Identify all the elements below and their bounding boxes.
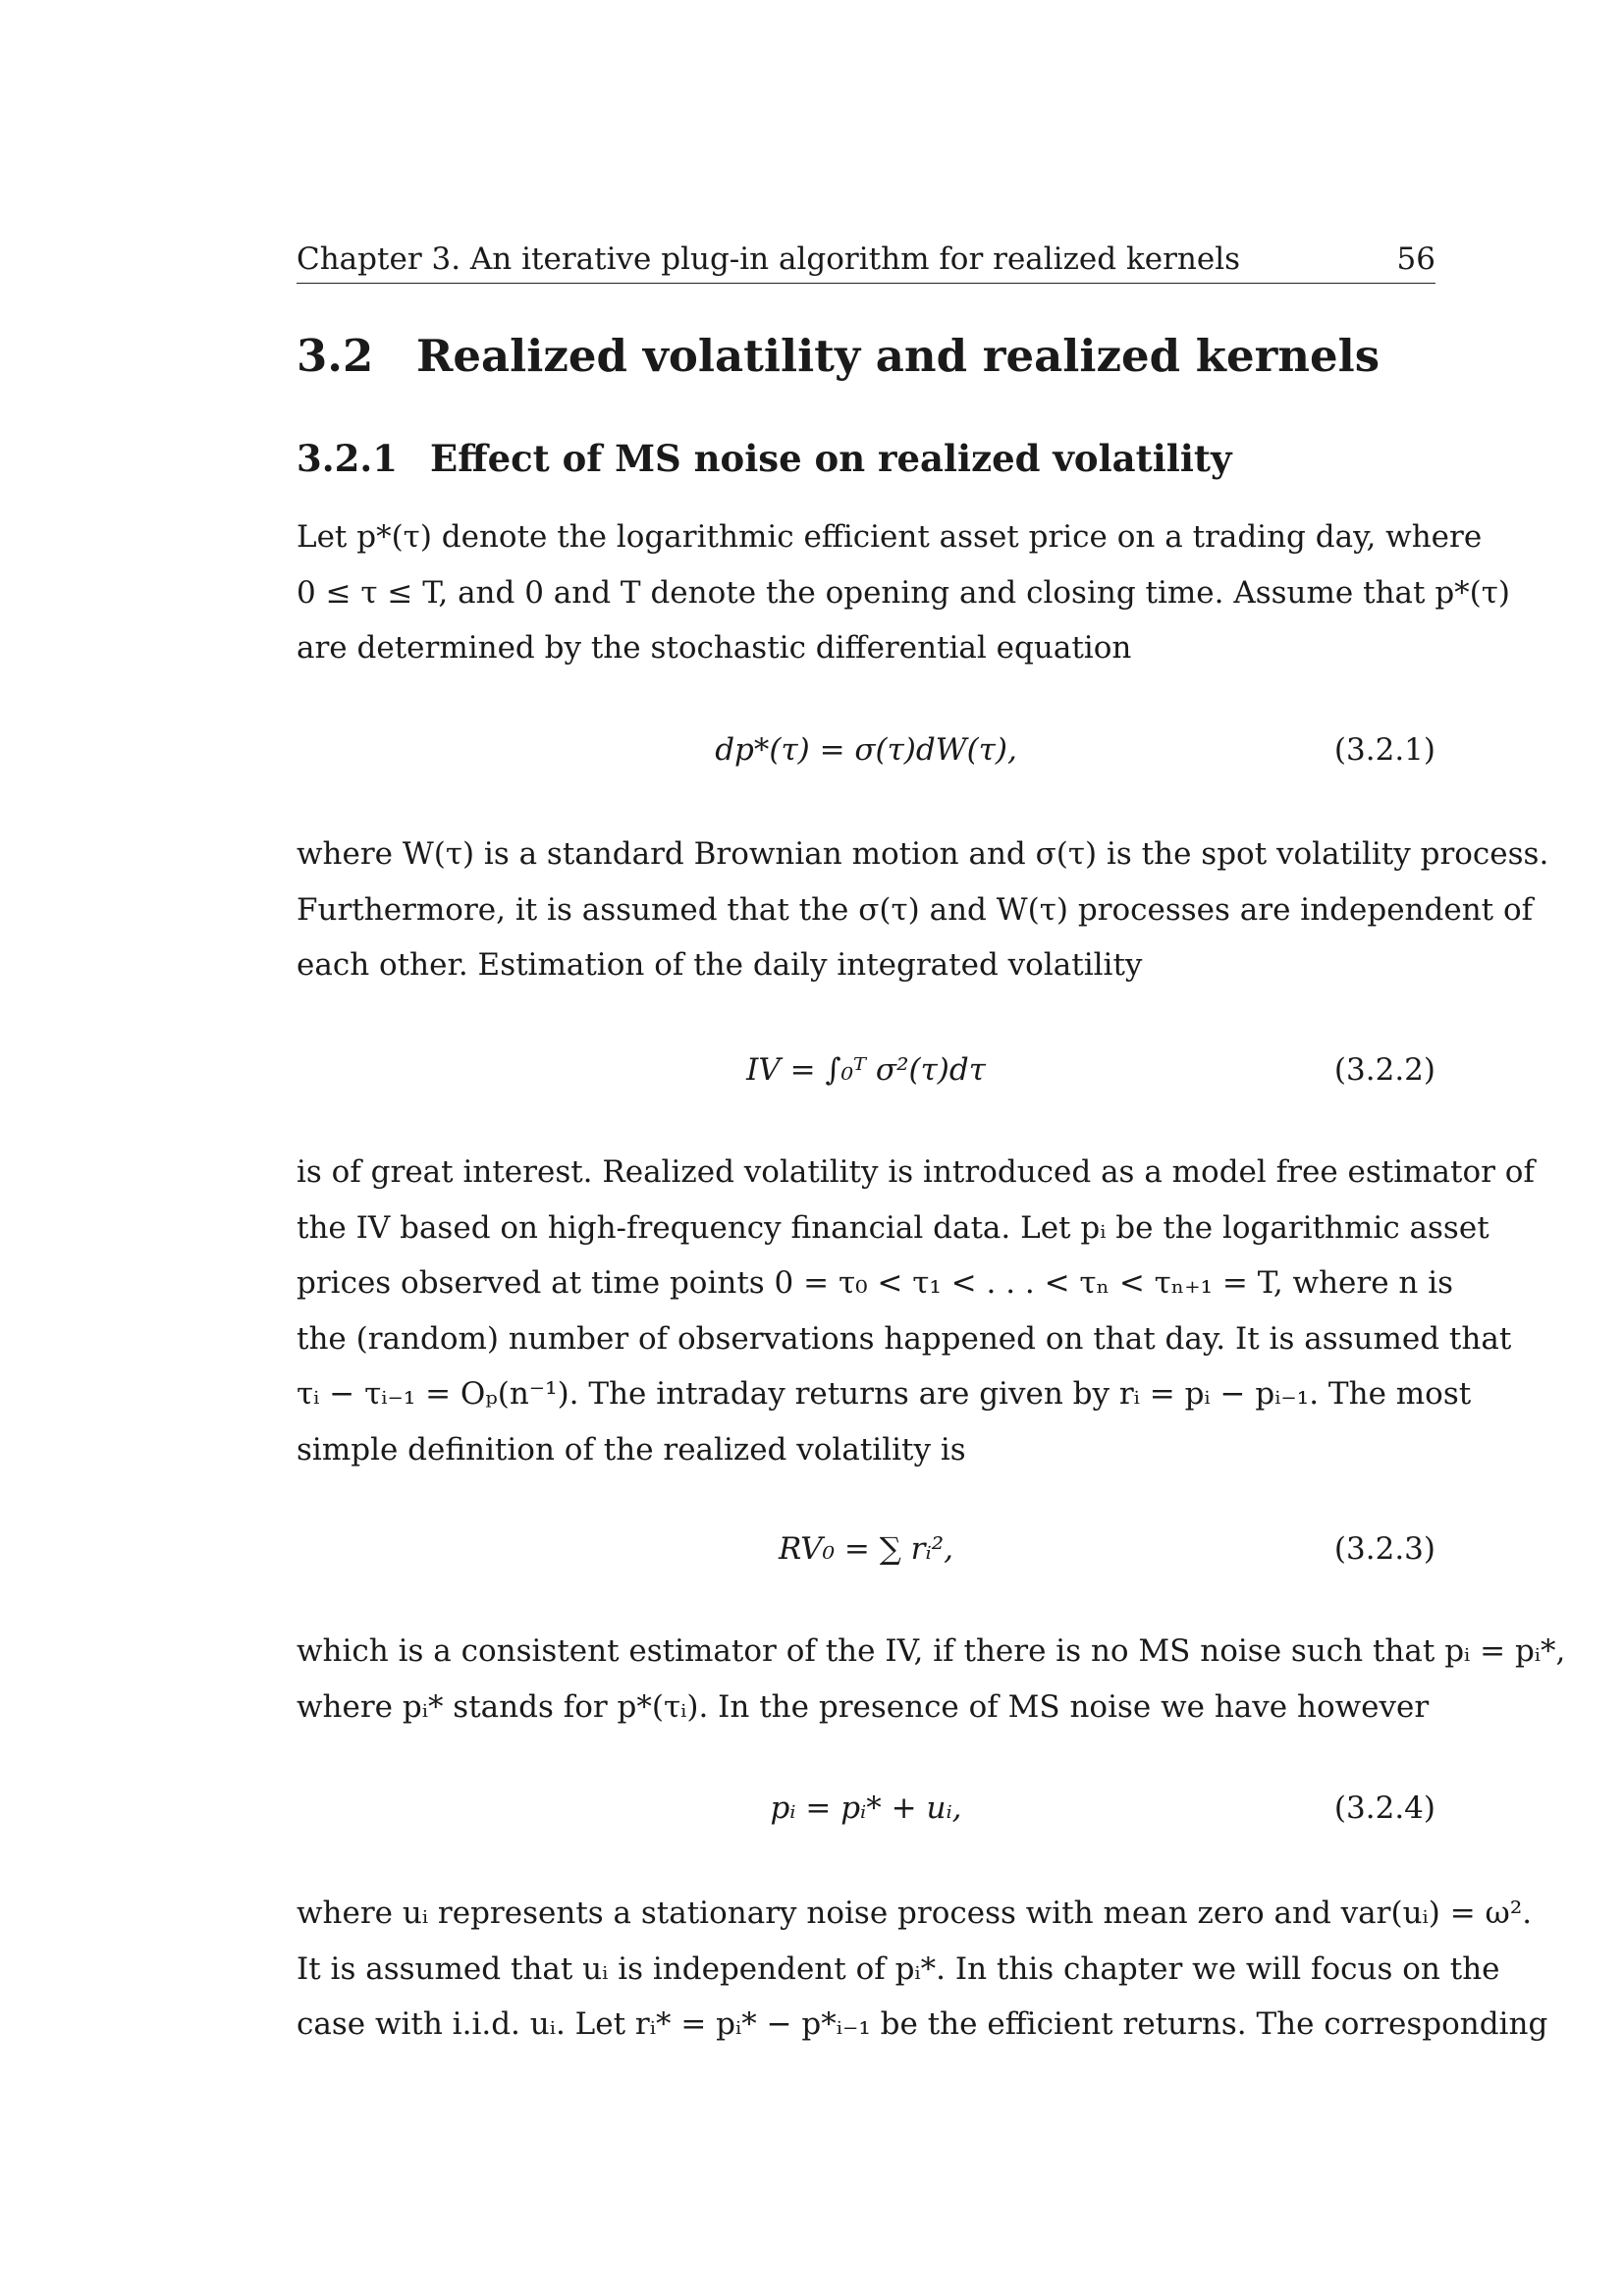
equation-body: IV = ∫₀ᵀ σ²(τ)dτ: [746, 1052, 986, 1088]
paragraph-line: each other. Estimation of the daily integrated volatility: [297, 947, 1143, 983]
paragraph-5: [297, 1886, 1548, 2053]
paragraph-line: where uᵢ represents a stationary noise process with mean zero and var(uᵢ) = ω².: [297, 1896, 1533, 1931]
paragraph-line: Let p*(τ) denote the logarithmic efficient asset price on a trading day, where: [297, 519, 1483, 555]
equation-number: (3.2.3): [1333, 1531, 1435, 1567]
paragraph-line: the (random) number of observations happened on that day. It is assumed that: [297, 1320, 1512, 1357]
equation-number: (3.2.4): [1333, 1790, 1435, 1826]
paragraph-line: simple definition of the realized volatility is: [297, 1431, 966, 1468]
paragraph-line: Furthermore, it is assumed that the σ(τ) and W(τ) processes are independent of: [297, 891, 1534, 928]
section-title: Realized volatility and realized kernels: [416, 330, 1380, 382]
paragraph-line: where pᵢ* stands for p*(τᵢ). In the presence of MS noise we have however: [297, 1688, 1430, 1725]
equation-3-2-1: [297, 722, 1435, 777]
equation-3-2-2: [297, 1042, 1435, 1097]
paragraph-4: [297, 1624, 1566, 1735]
paragraph-2: [297, 827, 1549, 993]
equation-3-2-3: [297, 1522, 1435, 1576]
equation-number: (3.2.1): [1333, 732, 1435, 768]
paragraph-line: prices observed at time points 0 = τ₀ < τ₁ < . . . < τₙ < τₙ₊₁ = T, where n is: [297, 1265, 1454, 1301]
paragraph-line: 0 ≤ τ ≤ T, and 0 and T denote the opening and closing time. Assume that p*(τ): [297, 574, 1511, 611]
equation-number: (3.2.2): [1333, 1052, 1435, 1088]
equation-body: pᵢ = pᵢ* + uᵢ,: [770, 1790, 962, 1826]
subsection-title: Effect of MS noise on realized volatility: [430, 437, 1232, 480]
paragraph-3: [297, 1145, 1535, 1477]
equation-3-2-4: [297, 1781, 1435, 1836]
paragraph-line: which is a consistent estimator of the IV, if there is no MS noise such that pᵢ = pᵢ*,: [297, 1633, 1566, 1669]
subsection-number: 3.2.1: [297, 437, 398, 480]
section-heading: [297, 321, 1380, 392]
running-title: Chapter 3. An iterative plug-in algorithm for realized kernels: [297, 241, 1241, 277]
paragraph-line: the IV based on high-frequency financial data. Let pᵢ be the logarithmic asset: [297, 1209, 1489, 1246]
paragraph-line: are determined by the stochastic differential equation: [297, 630, 1132, 666]
section-number: 3.2: [297, 330, 374, 382]
paragraph-line: τᵢ − τᵢ₋₁ = Oₚ(n⁻¹). The intraday returns are given by rᵢ = pᵢ − pᵢ₋₁. The most: [297, 1376, 1472, 1412]
equation-body: RV₀ = ∑ rᵢ²,: [778, 1531, 954, 1567]
page-number: 56: [1396, 241, 1435, 277]
subsection-heading: [297, 429, 1231, 488]
paragraph-1: [297, 509, 1511, 676]
running-header: [297, 236, 1435, 284]
paragraph-line: It is assumed that uᵢ is independent of pᵢ*. In this chapter we will focus on the: [297, 1950, 1500, 1987]
paragraph-line: where W(τ) is a standard Brownian motion and σ(τ) is the spot volatility process.: [297, 836, 1549, 872]
paragraph-line: case with i.i.d. uᵢ. Let rᵢ* = pᵢ* − p*ᵢ₋₁ be the efficient returns. The corresponding: [297, 2006, 1548, 2042]
paragraph-line: is of great interest. Realized volatility is introduced as a model free estimator of: [297, 1154, 1535, 1190]
equation-body: dp*(τ) = σ(τ)dW(τ),: [715, 732, 1017, 768]
